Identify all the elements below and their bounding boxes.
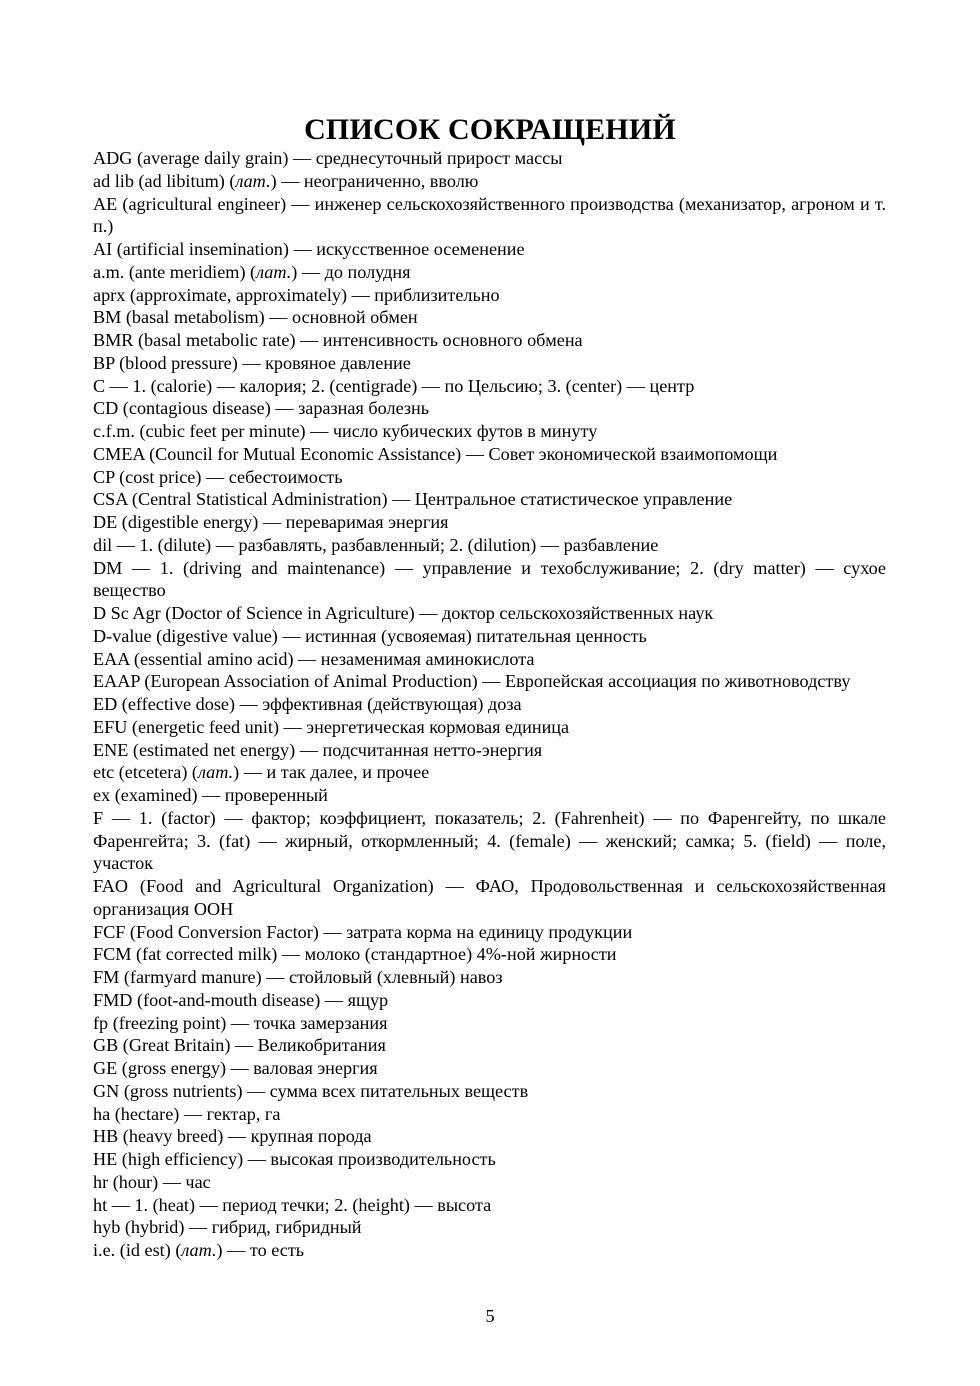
abbreviation-entry: FCF (Food Conversion Factor) — затрата корма на единицу продукции xyxy=(93,921,633,942)
abbreviation-entry: C — 1. (calorie) — калория; 2. (centigrade) — по Цельсию; 3. (center) — центр xyxy=(93,375,695,396)
abbreviation-entry xyxy=(93,261,886,284)
abbreviation-entry: AI (artificial insemination) — искусственное осеменение xyxy=(93,239,525,259)
abbreviation-entry: FAO (Food and Agricultural Organization) — ФАО, Продовольственная и сельскохозяйственная организация ООН xyxy=(93,876,886,919)
abbreviation-entry: EAAP (European Association of Animal Production) — Европейская ассоциация по животноводству xyxy=(93,671,851,692)
abbreviation-entry: F — 1. (factor) — фактор; коэффициент, показатель; 2. (Fahrenheit) — по Фаренгейту, по шкале Фаренгейта; 3. (fat) — жирный, откормленный; 4. (female) — женский; самка; 5. (field) — поле, участок xyxy=(93,807,886,874)
abbreviation-entry xyxy=(93,761,886,784)
entry-text: ad lib (ad libitum) ( xyxy=(93,170,236,191)
abbreviation-entry: FCM (fat corrected milk) — молоко (стандартное) 4%-ной жирности xyxy=(93,944,617,965)
abbreviation-entry: ADG (average daily grain) — среднесуточный прирост массы xyxy=(93,148,563,168)
entry-text: ) — то есть xyxy=(216,1240,305,1260)
abbreviation-entry: HB (heavy breed) — крупная порода xyxy=(93,1126,372,1147)
abbreviation-entry: ED (effective dose) — эффективная (действующая) доза xyxy=(93,694,522,714)
entry-text: etc (etcetera) ( xyxy=(93,762,198,783)
abbreviation-entry xyxy=(93,1239,886,1262)
abbreviation-entry: DE (digestible energy) — переваримая энергия xyxy=(93,512,449,532)
language-note: лат. xyxy=(198,762,234,783)
abbreviation-entry: FM (farmyard manure) — стойловый (хлевный) навоз xyxy=(93,967,503,987)
language-note: лат. xyxy=(235,170,271,191)
entry-text: i.e. (id est) ( xyxy=(93,1240,182,1260)
entry-text: ) — до полудня xyxy=(291,261,411,282)
abbreviation-entry: aprx (approximate, approximately) — приблизительно xyxy=(93,284,500,305)
abbreviation-entry: CSA (Central Statistical Administration) — Центральное статистическое управление xyxy=(93,489,733,510)
abbreviation-entry: ht — 1. (heat) — период течки; 2. (height) — высота xyxy=(93,1194,492,1215)
abbreviation-entry: ex (examined) — проверенный xyxy=(93,785,328,805)
abbreviation-entry: c.f.m. (cubic feet per minute) — число кубических футов в минуту xyxy=(93,421,598,441)
abbreviation-entry: AE (agricultural engineer) — инженер сельскохозяйственного производства (механизатор, агроном и т. п.) xyxy=(93,193,886,237)
abbreviation-list xyxy=(93,147,886,1262)
abbreviation-entry: D Sc Agr (Doctor of Science in Agriculture) — доктор сельскохозяйственных наук xyxy=(93,603,714,623)
page-number: 5 xyxy=(485,1306,495,1326)
abbreviation-entry: hyb (hybrid) — гибрид, гибридный xyxy=(93,1217,362,1238)
entry-text: ) — и так далее, и прочее xyxy=(233,762,430,783)
abbreviation-entry: GE (gross energy) — валовая энергия xyxy=(93,1058,378,1078)
abbreviation-entry: HE (high efficiency) — высокая производительность xyxy=(93,1149,496,1169)
abbreviation-entry: CP (cost price) — себестоимость xyxy=(93,466,343,487)
abbreviation-entry: ha (hectare) — гектар, га xyxy=(93,1103,281,1124)
abbreviation-entry: BM (basal metabolism) — основной обмен xyxy=(93,307,418,328)
abbreviation-entry: CD (contagious disease) — заразная болезнь xyxy=(93,398,430,419)
abbreviation-entry: dil — 1. (dilute) — разбавлять, разбавленный; 2. (dilution) — разбавление xyxy=(93,534,659,555)
abbreviation-entry: DM — 1. (driving and maintenance) — управление и техобслуживание; 2. (dry matter) — сухое вещество xyxy=(93,557,886,601)
abbreviation-entry: FMD (foot-and-mouth disease) — ящур xyxy=(93,989,389,1010)
language-note: лат. xyxy=(256,261,292,282)
abbreviation-entry: ENE (estimated net energy) — подсчитанная нетто-энергия xyxy=(93,739,543,760)
abbreviation-entry: BP (blood pressure) — кровяное давление xyxy=(93,352,411,373)
abbreviation-entry: GN (gross nutrients) — сумма всех питательных веществ xyxy=(93,1080,529,1101)
language-note: лат. xyxy=(181,1240,217,1260)
abbreviation-entry: EAA (essential amino acid) — незаменимая аминокислота xyxy=(93,648,535,669)
abbreviation-entry: BMR (basal metabolic rate) — интенсивность основного обмена xyxy=(93,330,583,350)
entry-text: ) — неограниченно, вволю xyxy=(270,170,479,191)
abbreviation-entry xyxy=(93,170,886,193)
page-title: СПИСОК СОКРАЩЕНИЙ xyxy=(304,113,676,147)
abbreviation-entry: CMEA (Council for Mutual Economic Assistance) — Совет экономической взаимопомощи xyxy=(93,443,778,464)
abbreviation-entry: D-value (digestive value) — истинная (усвояемая) питательная ценность xyxy=(93,625,647,646)
entry-text: a.m. (ante meridiem) ( xyxy=(93,261,257,282)
abbreviation-entry: EFU (energetic feed unit) — энергетическая кормовая единица xyxy=(93,716,570,737)
abbreviation-entry: hr (hour) — час xyxy=(93,1171,211,1192)
abbreviation-entry: fp (freezing point) — точка замерзания xyxy=(93,1012,388,1033)
abbreviation-entry: GB (Great Britain) — Великобритания xyxy=(93,1035,386,1056)
